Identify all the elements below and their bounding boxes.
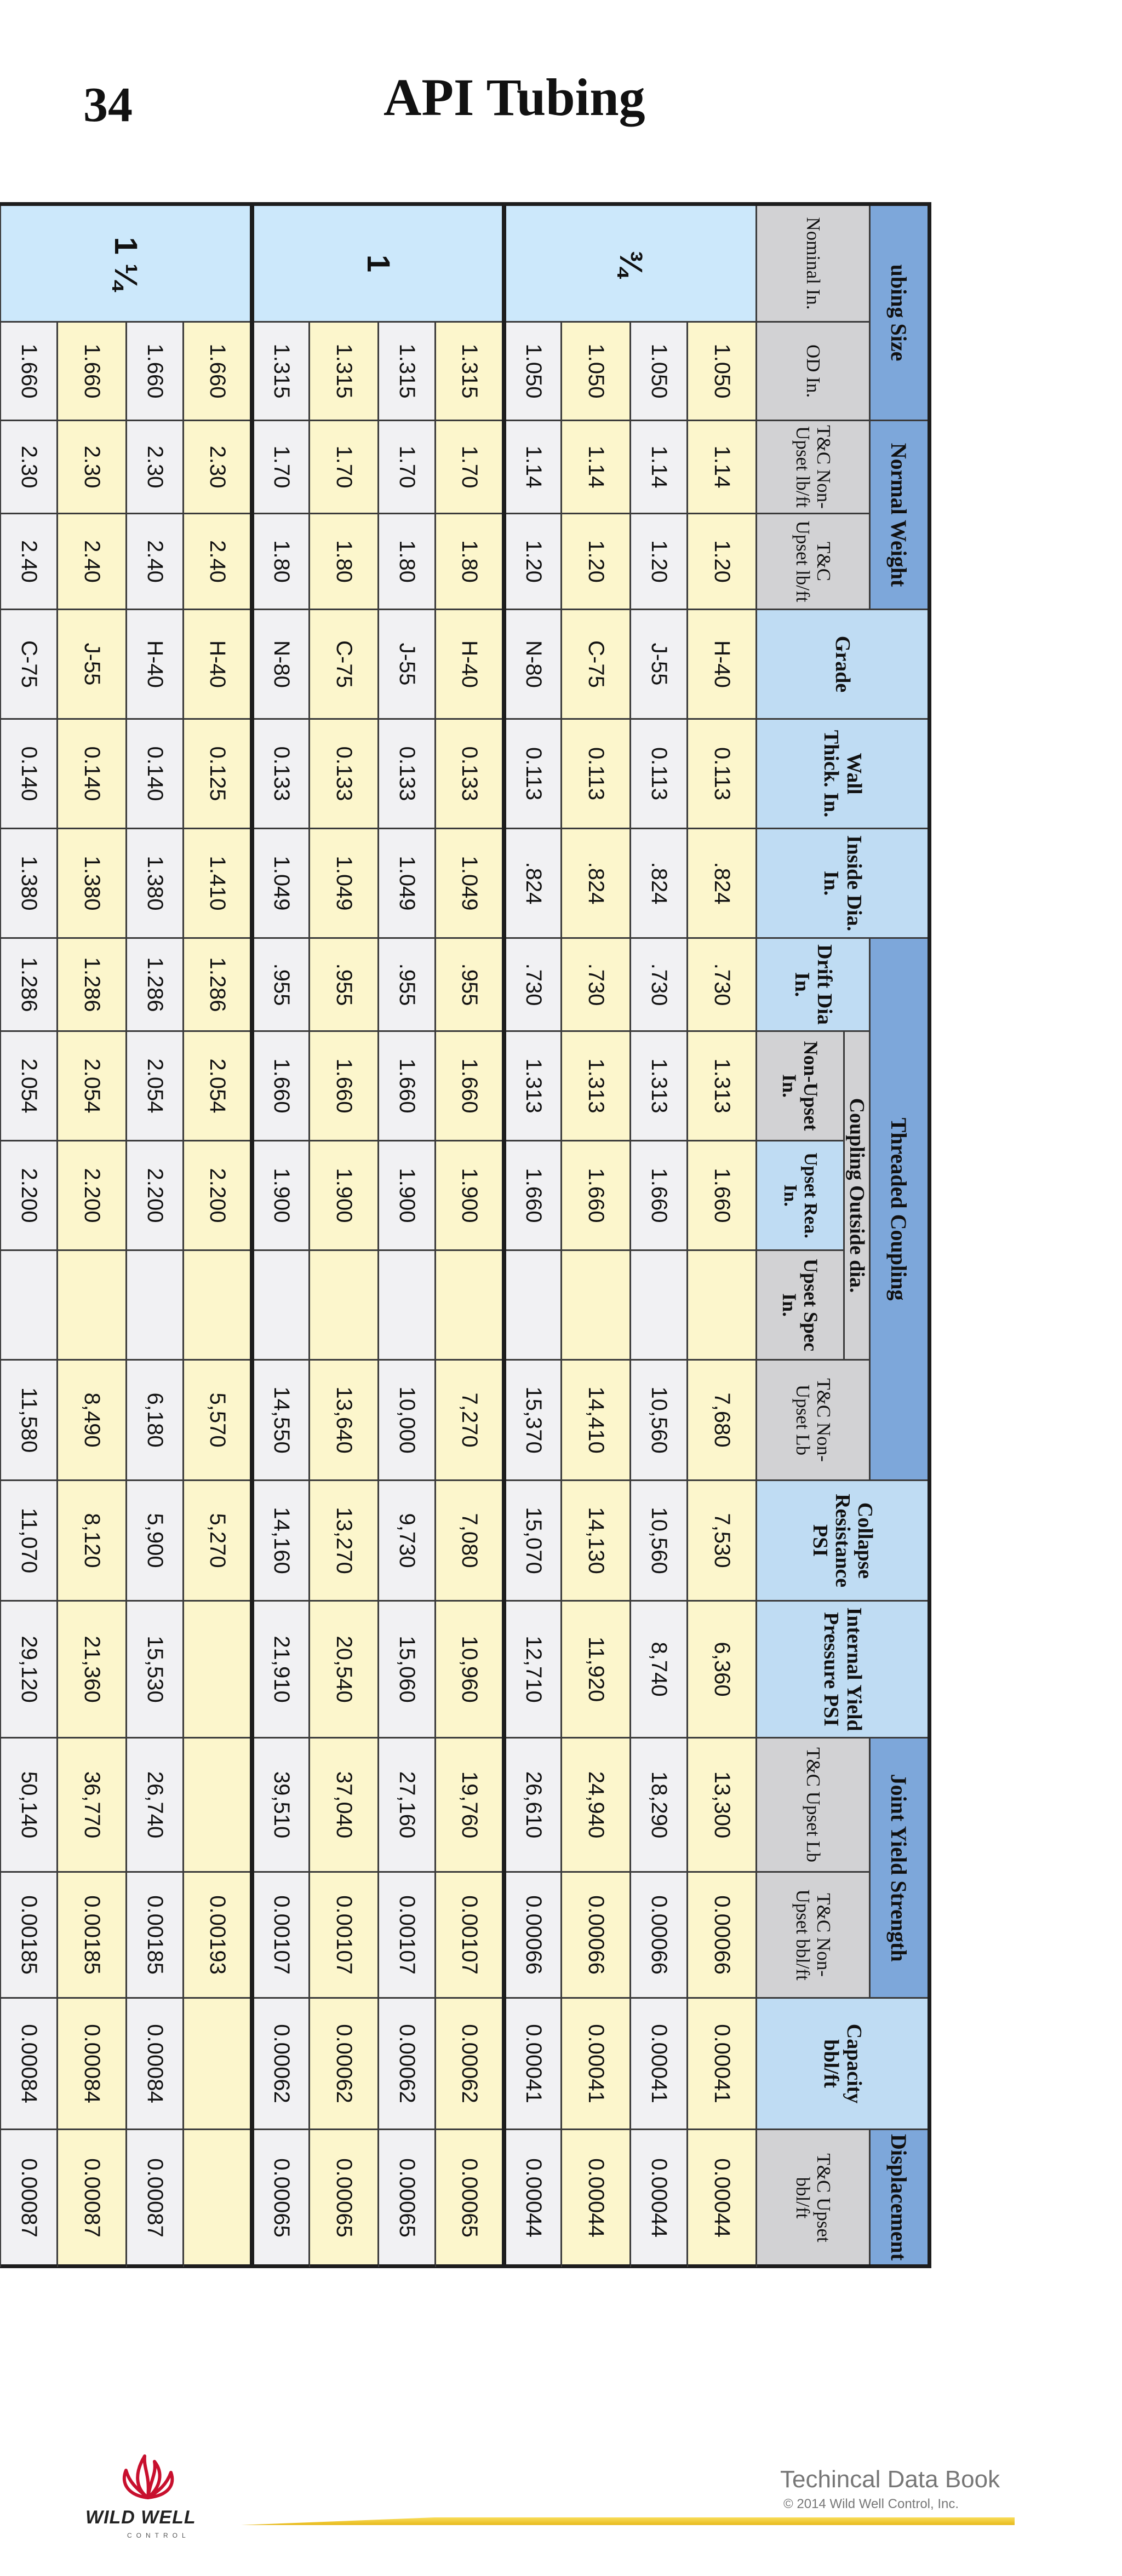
col-nw-upset: T&C Upset lb/ft — [757, 514, 870, 610]
jys-upset-cell: 19,760 — [436, 1738, 505, 1872]
nw-upset-cell: 2.40 — [1, 514, 58, 610]
disp-upset-cell: 0.00065 — [253, 2130, 310, 2267]
grade-cell: N-80 — [253, 610, 310, 719]
jys-upset-cell: 39,510 — [253, 1738, 310, 1872]
table-row — [562, 204, 631, 2267]
nw-upset-cell: 1.20 — [562, 514, 631, 610]
nw-upset-cell: 2.40 — [58, 514, 127, 610]
nw-non-upset-cell — [0, 322, 1, 421]
nw-upset-cell: 1.20 — [688, 514, 757, 610]
nw-upset-cell: 1.20 — [631, 514, 688, 610]
nw-non-upset-cell: 1.70 — [310, 421, 379, 514]
drift-diameter-cell: .730 — [688, 938, 757, 1031]
drift-diameter-cell: 1.286 — [127, 938, 184, 1031]
capacity-cell: 0.00066 — [631, 1872, 688, 1998]
coupling-upset-reg-cell — [0, 1031, 1, 1141]
nw-upset-cell: 1.80 — [379, 514, 436, 610]
nw-non-upset-cell: 2.30 — [127, 421, 184, 514]
capacity-cell: 0.00107 — [310, 1872, 379, 1998]
jys-non-upset-cell: 12,710 — [505, 1601, 562, 1738]
table-row — [127, 204, 184, 2267]
internal-yield-pressure-cell: 10,560 — [631, 1481, 688, 1601]
wall-thickness-cell: 0.133 — [379, 719, 436, 829]
od-cell: 1.315 — [379, 322, 436, 421]
disp-upset-cell: 0.00044 — [631, 2130, 688, 2267]
collapse-resistance-cell: 11,580 — [1, 1360, 58, 1481]
drift-diameter-cell: .730 — [631, 938, 688, 1031]
inside-diameter-cell: 1.049 — [436, 829, 505, 938]
coupling-upset-spec-cell — [688, 1250, 757, 1360]
capacity-cell: 0.00185 — [127, 1872, 184, 1998]
nw-non-upset-cell: 1.14 — [505, 421, 562, 514]
inside-diameter-cell: 1.049 — [310, 829, 379, 938]
col-internal-yield-pressure: Internal Yield Pressure PSI — [757, 1601, 930, 1738]
table-row — [310, 204, 379, 2267]
wall-thickness-cell: 0.113 — [562, 719, 631, 829]
coupling-non-upset-cell: 1.313 — [631, 1031, 688, 1141]
wall-thickness-cell: 0.113 — [505, 719, 562, 829]
drift-diameter-cell: .730 — [505, 938, 562, 1031]
nominal-size-cell: 1 ¼ — [1, 204, 253, 322]
od-cell: 1.315 — [436, 322, 505, 421]
coupling-upset-spec-cell — [127, 1250, 184, 1360]
col-wall-thickness: Wall Thick. In. — [757, 719, 930, 829]
od-cell: 1.660 — [184, 322, 253, 421]
coupling-upset-spec-cell — [58, 1250, 127, 1360]
inside-diameter-cell: 1.380 — [1, 829, 58, 938]
col-coupling-upset-spec: Upset Spec In. — [757, 1250, 844, 1360]
od-cell: 1.050 — [631, 322, 688, 421]
drift-diameter-cell: 1.286 — [1, 938, 58, 1031]
coupling-upset-reg-cell: 1.900 — [379, 1141, 436, 1250]
disp-non-upset-cell: 0.00062 — [310, 1998, 379, 2130]
grade-cell: C-75 — [562, 610, 631, 719]
jys-non-upset-cell: 6,360 — [688, 1601, 757, 1738]
nw-non-upset-cell: 1.14 — [631, 421, 688, 514]
nw-upset-cell: 1.80 — [253, 514, 310, 610]
jys-upset-cell: 26,610 — [505, 1738, 562, 1872]
wall-thickness-cell: 0.113 — [631, 719, 688, 829]
col-coupling-upset-reg: Upset Rea. In. — [757, 1141, 844, 1250]
internal-yield-pressure-cell: 7,080 — [436, 1481, 505, 1601]
grade-cell: C-75 — [310, 610, 379, 719]
collapse-resistance-cell: 14,410 — [562, 1360, 631, 1481]
collapse-resistance-cell: 15,370 — [505, 1360, 562, 1481]
group-coupling-outside-dia: Coupling Outside dia. — [844, 1031, 870, 1360]
book-title: Techincal Data Book — [780, 2466, 1000, 2493]
copyright-text: © 2014 Wild Well Control, Inc. — [783, 2497, 959, 2511]
table-row — [1, 204, 58, 2267]
col-od: OD In. — [757, 322, 870, 421]
inside-diameter-cell: .824 — [562, 829, 631, 938]
collapse-resistance-cell: 7,270 — [436, 1360, 505, 1481]
coupling-non-upset-cell: 2.054 — [1, 1031, 58, 1141]
internal-yield-pressure-cell: 14,160 — [253, 1481, 310, 1601]
page-title: API Tubing — [383, 68, 645, 127]
coupling-non-upset-cell: 1.660 — [379, 1031, 436, 1141]
disp-upset-cell: 0.00087 — [58, 2130, 127, 2267]
internal-yield-pressure-cell: 11,070 — [1, 1481, 58, 1601]
disp-upset-cell — [184, 2130, 253, 2267]
nominal-size-cell: 1 — [253, 204, 505, 322]
disp-upset-cell: 0.00044 — [688, 2130, 757, 2267]
nominal-size-cell: ¾ — [505, 204, 757, 322]
capacity-cell: 0.00107 — [253, 1872, 310, 1998]
coupling-upset-spec-cell — [184, 1250, 253, 1360]
col-collapse-resistance: Collapse Resistance PSI — [757, 1481, 930, 1601]
nw-non-upset-cell: 2.30 — [1, 421, 58, 514]
col-jys-upset: T&C Upset Lb — [757, 1738, 870, 1872]
capacity-cell: 0.00193 — [184, 1872, 253, 1998]
nw-upset-cell: 2.40 — [127, 514, 184, 610]
nw-upset-cell: 2.40 — [184, 514, 253, 610]
coupling-non-upset-cell: 2.054 — [184, 1031, 253, 1141]
col-nominal: Nominal In. — [757, 204, 870, 322]
collapse-resistance-cell: 10,000 — [379, 1360, 436, 1481]
jys-upset-cell: 37,040 — [310, 1738, 379, 1872]
disp-non-upset-cell: 0.00084 — [1, 1998, 58, 2130]
coupling-upset-reg-cell: 2.200 — [58, 1141, 127, 1250]
page-number: 34 — [83, 78, 133, 132]
coupling-non-upset-cell: 1.313 — [562, 1031, 631, 1141]
collapse-resistance-cell: 10,560 — [631, 1360, 688, 1481]
coupling-upset-reg-cell: 1.900 — [253, 1141, 310, 1250]
internal-yield-pressure-cell: 14,130 — [562, 1481, 631, 1601]
disp-non-upset-cell: 0.00041 — [631, 1998, 688, 2130]
col-jys-non-upset: T&C Non-Upset Lb — [757, 1360, 870, 1481]
wall-thickness-cell — [0, 610, 1, 719]
internal-yield-pressure-cell: 8,120 — [58, 1481, 127, 1601]
logo-text: WILD WELL — [85, 2507, 196, 2528]
disp-upset-cell — [0, 1998, 1, 2130]
jys-non-upset-cell: 15,060 — [379, 1601, 436, 1738]
collapse-resistance-cell: 8,490 — [58, 1360, 127, 1481]
coupling-upset-reg-cell: 2.200 — [127, 1141, 184, 1250]
disp-non-upset-cell: 0.00084 — [127, 1998, 184, 2130]
coupling-non-upset-cell: 1.660 — [310, 1031, 379, 1141]
internal-yield-pressure-cell: 5,900 — [127, 1481, 184, 1601]
jys-non-upset-cell: 20,540 — [310, 1601, 379, 1738]
disp-non-upset-cell: 0.00084 — [58, 1998, 127, 2130]
nw-non-upset-cell: 1.70 — [379, 421, 436, 514]
disp-upset-cell: 0.00087 — [1, 2130, 58, 2267]
api-tubing-table-rotated — [17, 202, 931, 2261]
capacity-cell: 0.00185 — [1, 1872, 58, 1998]
coupling-upset-spec-cell — [631, 1250, 688, 1360]
table-row — [58, 204, 127, 2267]
inside-diameter-cell: 1.380 — [58, 829, 127, 938]
inside-diameter-cell: .824 — [688, 829, 757, 938]
disp-upset-cell: 0.00044 — [505, 2130, 562, 2267]
jys-upset-cell: 50,140 — [1, 1738, 58, 1872]
grade-cell: N-80 — [505, 610, 562, 719]
coupling-non-upset-cell: 1.313 — [505, 1031, 562, 1141]
wall-thickness-cell: 0.140 — [127, 719, 184, 829]
disp-non-upset-cell: 0.00062 — [253, 1998, 310, 2130]
drift-diameter-cell: .955 — [310, 938, 379, 1031]
collapse-resistance-cell: 6,180 — [127, 1360, 184, 1481]
nw-non-upset-cell: 1.14 — [562, 421, 631, 514]
nw-non-upset-cell: 1.70 — [436, 421, 505, 514]
jys-non-upset-cell: 10,960 — [436, 1601, 505, 1738]
jys-upset-cell: 24,940 — [562, 1738, 631, 1872]
grade-cell: C-75 — [1, 610, 58, 719]
coupling-upset-spec-cell — [436, 1250, 505, 1360]
wall-thickness-cell: 0.140 — [1, 719, 58, 829]
nw-upset-cell: 1.80 — [436, 514, 505, 610]
drift-diameter-cell: .955 — [436, 938, 505, 1031]
coupling-upset-reg-cell: 1.900 — [436, 1141, 505, 1250]
table-row — [184, 204, 253, 2267]
jys-non-upset-cell: 15,530 — [127, 1601, 184, 1738]
jys-non-upset-cell — [184, 1601, 253, 1738]
col-disp-non-upset: T&C Non-Upset bbl/ft — [757, 1872, 870, 1998]
disp-non-upset-cell: 0.00041 — [688, 1998, 757, 2130]
capacity-cell: 0.00107 — [379, 1872, 436, 1998]
od-cell: 1.660 — [127, 322, 184, 421]
capacity-cell: 0.00107 — [436, 1872, 505, 1998]
capacity-cell: 0.00185 — [58, 1872, 127, 1998]
nw-non-upset-cell: 2.30 — [58, 421, 127, 514]
coupling-non-upset-cell — [0, 938, 1, 1031]
wall-thickness-cell: 0.133 — [310, 719, 379, 829]
od-cell — [0, 204, 1, 322]
coupling-upset-spec-cell — [310, 1250, 379, 1360]
inside-diameter-cell: .824 — [631, 829, 688, 938]
disp-non-upset-cell: 0.00062 — [436, 1998, 505, 2130]
group-displacement: Displacement — [870, 2130, 930, 2267]
internal-yield-pressure-cell: 15,070 — [505, 1481, 562, 1601]
capacity-cell: 0.00066 — [505, 1872, 562, 1998]
internal-yield-pressure-cell — [0, 1360, 1, 1481]
jys-non-upset-cell: 8,740 — [631, 1601, 688, 1738]
disp-non-upset-cell — [0, 1872, 1, 1998]
drift-diameter-cell: 1.286 — [184, 938, 253, 1031]
coupling-upset-reg-cell: 1.660 — [505, 1141, 562, 1250]
capacity-cell: 0.00066 — [562, 1872, 631, 1998]
disp-upset-cell: 0.00065 — [436, 2130, 505, 2267]
capacity-cell — [0, 1738, 1, 1872]
collapse-resistance-cell: 7,680 — [688, 1360, 757, 1481]
coupling-upset-reg-cell: 1.660 — [562, 1141, 631, 1250]
disp-upset-cell: 0.00087 — [127, 2130, 184, 2267]
grade-cell: H-40 — [127, 610, 184, 719]
inside-diameter-cell — [0, 719, 1, 829]
table-row — [436, 204, 505, 2267]
od-cell: 1.050 — [505, 322, 562, 421]
flame-icon — [124, 2456, 172, 2498]
od-cell: 1.660 — [1, 322, 58, 421]
logo-subtext: CONTROL — [127, 2532, 190, 2539]
disp-non-upset-cell: 0.00041 — [505, 1998, 562, 2130]
jys-non-upset-cell: 29,120 — [1, 1601, 58, 1738]
inside-diameter-cell: .824 — [505, 829, 562, 938]
jys-upset-cell: 13,300 — [688, 1738, 757, 1872]
grade-cell: J-55 — [631, 610, 688, 719]
internal-yield-pressure-cell: 9,730 — [379, 1481, 436, 1601]
inside-diameter-cell: 1.049 — [379, 829, 436, 938]
jys-upset-cell: 18,290 — [631, 1738, 688, 1872]
capacity-cell: 0.00066 — [688, 1872, 757, 1998]
nw-upset-cell: 1.80 — [310, 514, 379, 610]
nw-non-upset-cell: 1.14 — [688, 421, 757, 514]
nw-upset-cell — [0, 421, 1, 514]
api-tubing-table — [0, 202, 931, 2268]
coupling-upset-reg-cell: 1.900 — [310, 1141, 379, 1250]
wall-thickness-cell: 0.125 — [184, 719, 253, 829]
od-cell: 1.660 — [58, 322, 127, 421]
internal-yield-pressure-cell: 5,270 — [184, 1481, 253, 1601]
wall-thickness-cell: 0.113 — [688, 719, 757, 829]
group-tubing-size: ubing Size — [870, 204, 930, 421]
nw-non-upset-cell: 2.30 — [184, 421, 253, 514]
drift-diameter-cell: .730 — [562, 938, 631, 1031]
coupling-upset-reg-cell: 2.200 — [184, 1141, 253, 1250]
jys-non-upset-cell: 11,920 — [562, 1601, 631, 1738]
col-coupling-non-upset: Non-Upset In. — [757, 1031, 844, 1141]
table-row — [505, 204, 562, 2267]
coupling-upset-spec-cell — [253, 1250, 310, 1360]
inside-diameter-cell: 1.049 — [253, 829, 310, 938]
col-drift-diameter: Drift Dia In. — [757, 938, 870, 1031]
col-grade: Grade — [757, 610, 930, 719]
col-inside-diameter: Inside Dia. In. — [757, 829, 930, 938]
table-row — [631, 204, 688, 2267]
internal-yield-pressure-cell: 7,530 — [688, 1481, 757, 1601]
grade-cell — [0, 514, 1, 610]
od-cell: 1.315 — [310, 322, 379, 421]
table-row — [688, 204, 757, 2267]
footer-rule — [241, 2517, 1015, 2525]
disp-upset-cell: 0.00044 — [562, 2130, 631, 2267]
collapse-resistance-cell — [0, 1250, 1, 1360]
drift-diameter-cell — [0, 829, 1, 938]
coupling-non-upset-cell: 2.054 — [58, 1031, 127, 1141]
collapse-resistance-cell: 14,550 — [253, 1360, 310, 1481]
disp-non-upset-cell: 0.00062 — [379, 1998, 436, 2130]
collapse-resistance-cell: 13,640 — [310, 1360, 379, 1481]
grade-cell: J-55 — [58, 610, 127, 719]
disp-non-upset-cell — [184, 1998, 253, 2130]
coupling-upset-spec-cell — [562, 1250, 631, 1360]
col-capacity: Capacity bbl/ft — [757, 1998, 930, 2130]
inside-diameter-cell: 1.410 — [184, 829, 253, 938]
coupling-upset-spec-cell — [505, 1250, 562, 1360]
od-cell: 1.050 — [562, 322, 631, 421]
group-normal-weight: Normal Weight — [870, 421, 930, 610]
coupling-non-upset-cell: 1.313 — [688, 1031, 757, 1141]
jys-upset-cell: 27,160 — [379, 1738, 436, 1872]
jys-upset-cell — [0, 1601, 1, 1738]
drift-diameter-cell: .955 — [253, 938, 310, 1031]
jys-upset-cell — [184, 1738, 253, 1872]
coupling-upset-spec-cell — [0, 1141, 1, 1250]
drift-diameter-cell: 1.286 — [58, 938, 127, 1031]
grade-cell: H-40 — [688, 610, 757, 719]
inside-diameter-cell: 1.380 — [127, 829, 184, 938]
coupling-upset-spec-cell — [1, 1250, 58, 1360]
group-threaded-coupling: Threaded Coupling — [870, 938, 930, 1481]
coupling-upset-reg-cell: 2.200 — [1, 1141, 58, 1250]
table-row — [253, 204, 310, 2267]
nw-non-upset-cell: 1.70 — [253, 421, 310, 514]
od-cell: 1.050 — [688, 322, 757, 421]
group-joint-yield-strength: Joint Yield Strength — [870, 1738, 930, 1998]
coupling-non-upset-cell: 2.054 — [127, 1031, 184, 1141]
disp-upset-cell: 0.00065 — [310, 2130, 379, 2267]
jys-upset-cell: 26,740 — [127, 1738, 184, 1872]
coupling-upset-reg-cell: 1.660 — [631, 1141, 688, 1250]
disp-upset-cell: 0.00065 — [379, 2130, 436, 2267]
jys-non-upset-cell — [0, 1481, 1, 1601]
jys-non-upset-cell: 21,360 — [58, 1601, 127, 1738]
grade-cell: J-55 — [379, 610, 436, 719]
wall-thickness-cell: 0.133 — [253, 719, 310, 829]
jys-upset-cell: 36,770 — [58, 1738, 127, 1872]
coupling-non-upset-cell: 1.660 — [253, 1031, 310, 1141]
wall-thickness-cell: 0.133 — [436, 719, 505, 829]
coupling-upset-reg-cell: 1.660 — [688, 1141, 757, 1250]
nw-upset-cell: 1.20 — [505, 514, 562, 610]
od-cell: 1.315 — [253, 322, 310, 421]
col-nw-non-upset: T&C Non-Upset lb/ft — [757, 421, 870, 514]
drift-diameter-cell: .955 — [379, 938, 436, 1031]
wall-thickness-cell: 0.140 — [58, 719, 127, 829]
coupling-non-upset-cell: 1.660 — [436, 1031, 505, 1141]
table-row — [0, 204, 1, 2267]
table-row — [379, 204, 436, 2267]
internal-yield-pressure-cell: 13,270 — [310, 1481, 379, 1601]
jys-non-upset-cell: 21,910 — [253, 1601, 310, 1738]
collapse-resistance-cell: 5,570 — [184, 1360, 253, 1481]
grade-cell: H-40 — [436, 610, 505, 719]
coupling-upset-spec-cell — [379, 1250, 436, 1360]
col-disp-upset: T&C Upset bbl/ft — [757, 2130, 870, 2267]
grade-cell: H-40 — [184, 610, 253, 719]
disp-non-upset-cell: 0.00041 — [562, 1998, 631, 2130]
